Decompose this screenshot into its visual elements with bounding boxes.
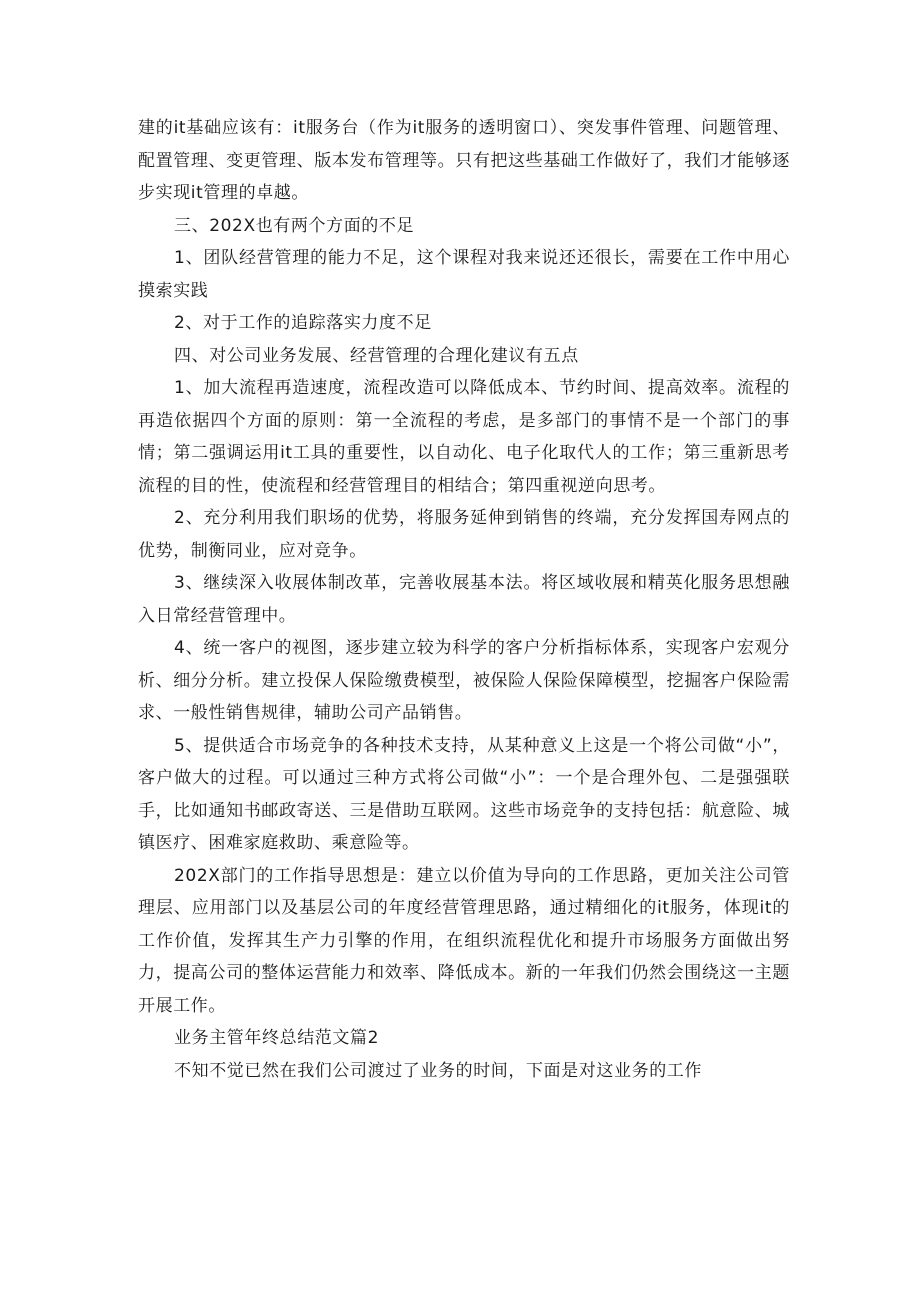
paragraph-it-foundation: 建的it基础应该有：it服务台（作为it服务的透明窗口）、突发事件管理、问题管理、配置管理、变更管理、版本发布管理等。只有把这些基础工作做好了，我们才能够逐步实现it管理的卓越。 <box>138 118 790 203</box>
list-item-suggestion-1: 1、加大流程再造速度，流程改造可以降低成本、节约时间、提高效率。流程的再造依据四个方面的原则：第一全流程的考虑，是多部门的事情不是一个部门的事情；第二强调运用it工具的重要性，以自动化、电子化取代人的工作；第三重新思考流程的目的性，使流程和经营管理目的相结合；第四重视逆向思考。 <box>138 378 790 496</box>
list-item-suggestion-5: 5、提供适合市场竞争的各种技术支持，从某种意义上这是一个将公司做“小”，客户做大的过程。可以通过三种方式将公司做“小”：一个是合理外包、二是强强联手，比如通知书邮政寄送、三是借助互联网。这些市场竞争的支持包括：航意险、城镇医疗、困难家庭救助、乘意险等。 <box>138 735 790 853</box>
list-item-shortcoming-1: 1、团队经营管理的能力不足，这个课程对我来说还还很长，需要在工作中用心摸索实践 <box>138 248 790 301</box>
document-body <box>138 112 790 1087</box>
paragraph-intro-part-2: 不知不觉已然在我们公司渡过了业务的时间，下面是对这业务的工作 <box>174 1060 702 1081</box>
article-title-part-2: 业务主管年终总结范文篇2 <box>174 1028 380 1048</box>
section-heading-shortcomings: 三、202X也有两个方面的不足 <box>174 215 415 236</box>
list-item-shortcoming-2: 2、对于工作的追踪落实力度不足 <box>174 313 432 333</box>
list-item-suggestion-2: 2、充分利用我们职场的优势，将服务延伸到销售的终端，充分发挥国寿网点的优势，制衡同业，应对竞争。 <box>138 508 790 561</box>
list-item-suggestion-3: 3、继续深入收展体制改革，完善收展基本法。将区域收展和精英化服务思想融入日常经营管理中。 <box>138 573 790 626</box>
section-heading-suggestions: 四、对公司业务发展、经营管理的合理化建议有五点 <box>174 345 579 366</box>
paragraph-guiding-thought: 202X部门的工作指导思想是：建立以价值为导向的工作思路，更加关注公司管理层、应用部门以及基层公司的年度经营管理思路，通过精细化的it服务，体现it的工作价值，发挥其生产力引擎的作用，在组织流程优化和提升市场服务方面做出努力，提高公司的整体运营能力和效率、降低成本。新的一年我们仍然会围绕这一主题开展工作。 <box>138 865 790 1016</box>
list-item-suggestion-4: 4、统一客户的视图，逐步建立较为科学的客户分析指标体系，实现客户宏观分析、细分分析。建立投保人保险缴费模型，被保险人保险保障模型，挖掘客户保险需求、一般性销售规律，辅助公司产品销售。 <box>138 638 790 723</box>
